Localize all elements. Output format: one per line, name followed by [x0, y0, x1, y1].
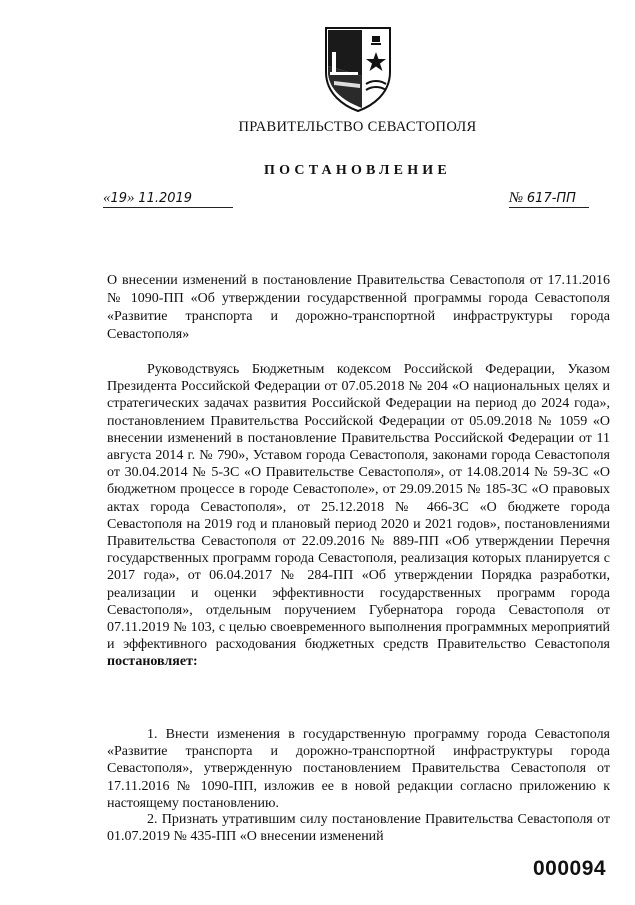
- clause-1-paragraph: 1. Внести изменения в государственную программу города Севастополя «Развитие транспорта и дорожно-транспортной инфраструктуры города Севастополя», утвержденную постановлением Правительства Севастополя от 17.11.2016 № 1090-ПП, изложив ее в новой редакции согласно приложению к настоящему постановлению.: [107, 727, 610, 811]
- preamble-paragraph: [107, 361, 610, 671]
- number-sign: №: [509, 190, 524, 206]
- date-month-year: 11.2019: [138, 191, 193, 206]
- date-day: 19: [110, 191, 128, 206]
- number-value: 617-ПП: [526, 191, 576, 206]
- government-name-heading: ПРАВИТЕЛЬСТВО СЕВАСТОПОЛЯ: [238, 119, 477, 135]
- date-open-quote: «: [103, 190, 111, 206]
- serial-number: 000094: [533, 857, 607, 880]
- document-type-title: ПОСТАНОВЛЕНИЕ: [264, 163, 451, 178]
- document-date-field: [103, 190, 233, 208]
- preamble-text: Руководствуясь Бюджетным кодексом Российской Федерации, Указом Президента Российской Федерации от 07.05.2018 № 204 «О национальных целях и стратегических задачах развития Российской Федерации на период до 2024 года», постановлением Правительства Российской Федерации от 05.09.2018 № 1059 «О внесении изменений в постановление Правительства Российской Федерации от 11 августа 2014 г. № 790», Уставом города Севастополя, законами города Севастополя от 30.04.2014 № 5-ЗС «О Правительстве Севастополя», от 14.08.2014 № 59-ЗС «О бюджетном процессе в городе Севастополе», от 29.09.2015 № 185-ЗС «О правовых актах города Севастополя», от 25.12.2018 № 466-ЗС «О бюджете города Севастополя на 2019 год и плановый период 2020 и 2021 годов», постановлениями Правительства Севастополя от 22.09.2016 № 889-ПП «Об утверждении Перечня государственных программ города Севастополя, реализация которых планируется с 2017 года», от 06.04.2017 № 284-ПП «Об утверждении Порядка разработки, реализации и оценки эффективности государственных программ города Севастополя», отдельным поручением Губернатора города Севастополя от 07.11.2019 № 103, с целью своевременного выполнения программных мероприятий и эффективного расходования бюджетных средств Правительство Севастополя: [107, 362, 610, 653]
- document-number-field: [509, 190, 589, 208]
- resolves-keyword: постановляет: [107, 654, 193, 670]
- sevastopol-coat-of-arms-emblem: [322, 26, 394, 112]
- document-subject: О внесении изменений в постановление Правительства Севастополя от 17.11.2016 № 1090-ПП «Об утверждении государственной программы города Севастополя «Развитие транспорта и дорожно-транспортной инфраструктуры города Севастополя»: [107, 273, 610, 342]
- resolves-colon: :: [192, 654, 198, 670]
- date-close-quote: »: [127, 190, 135, 206]
- clause-2-paragraph: 2. Признать утратившим силу постановление Правительства Севастополя от 01.07.2019 № 435-ПП «О внесении изменений: [107, 812, 610, 845]
